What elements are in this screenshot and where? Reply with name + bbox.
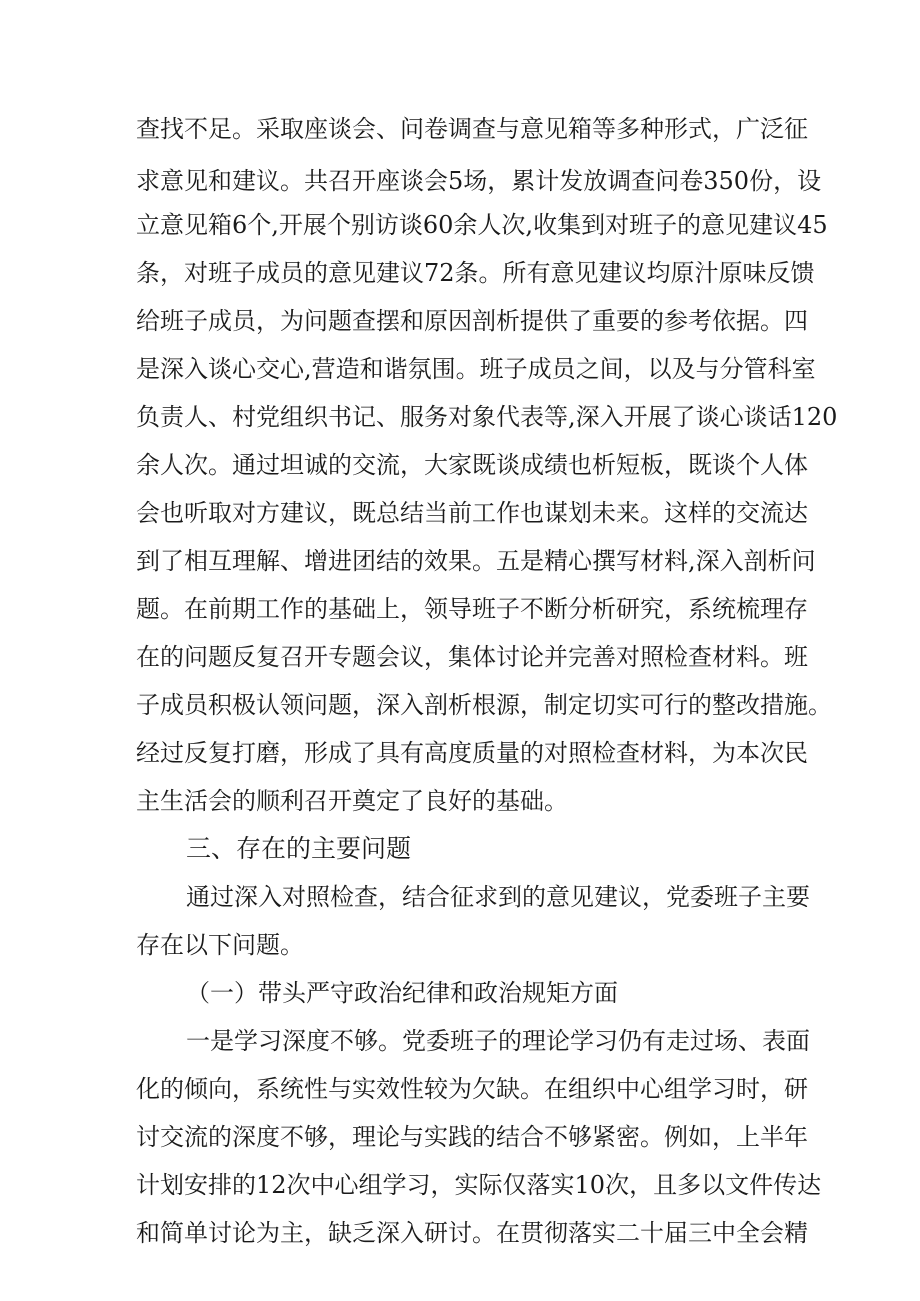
paragraph-line: 在的问题反复召开专题会议，集体讨论并完善对照检查材料。班 [136,643,808,671]
subsection-heading: （一）带头严守政治纪律和政治规矩方面 [186,979,618,1007]
paragraph-line: 负责人、村党组织书记、服务对象代表等,深入开展了谈心谈话120 [136,403,838,431]
paragraph-line: 计划安排的12次中心组学习，实际仅落实10次，且多以文件传达 [136,1171,822,1199]
paragraph-line: 讨交流的深度不够，理论与实践的结合不够紧密。例如，上半年 [136,1123,808,1151]
paragraph-line: 通过深入对照检查，结合征求到的意见建议，党委班子主要 [186,883,810,911]
paragraph-line: 到了相互理解、增进团结的效果。五是精心撰写材料,深入剖析问 [136,547,816,575]
paragraph-line: 经过反复打磨，形成了具有高度质量的对照检查材料，为本次民 [136,739,808,767]
paragraph-line: 查找不足。采取座谈会、问卷调查与意见箱等多种形式，广泛征 [136,115,808,143]
paragraph-line: 化的倾向，系统性与实效性较为欠缺。在组织中心组学习时，研 [136,1075,808,1103]
paragraph-line: 求意见和建议。共召开座谈会5场，累计发放调查问卷350份，设 [136,167,822,195]
paragraph-line: 是深入谈心交心,营造和谐氛围。班子成员之间，以及与分管科室 [136,355,816,383]
paragraph-line: 子成员积极认领问题，深入剖析根源，制定切实可行的整改措施。 [136,691,832,719]
paragraph-line: 立意见箱6个,开展个别访谈60余人次,收集到对班子的意见建议45 [136,211,828,239]
paragraph-line: 题。在前期工作的基础上，领导班子不断分析研究，系统梳理存 [136,595,808,623]
paragraph-line: 余人次。通过坦诚的交流，大家既谈成绩也析短板，既谈个人体 [136,451,808,479]
paragraph-line: 和简单讨论为主，缺乏深入研讨。在贯彻落实二十届三中全会精 [136,1219,808,1247]
paragraph-line: 会也听取对方建议，既总结当前工作也谋划未来。这样的交流达 [136,499,808,527]
paragraph-line: 条，对班子成员的意见建议72条。所有意见建议均原汁原味反馈 [136,259,815,287]
paragraph-line: 主生活会的顺利召开奠定了良好的基础。 [136,787,568,815]
paragraph-line: 一是学习深度不够。党委班子的理论学习仍有走过场、表面 [186,1027,810,1055]
section-heading: 三、存在的主要问题 [186,834,412,863]
paragraph-line: 给班子成员，为问题查摆和原因剖析提供了重要的参考依据。四 [136,307,808,335]
paragraph-line: 存在以下问题。 [136,931,304,959]
